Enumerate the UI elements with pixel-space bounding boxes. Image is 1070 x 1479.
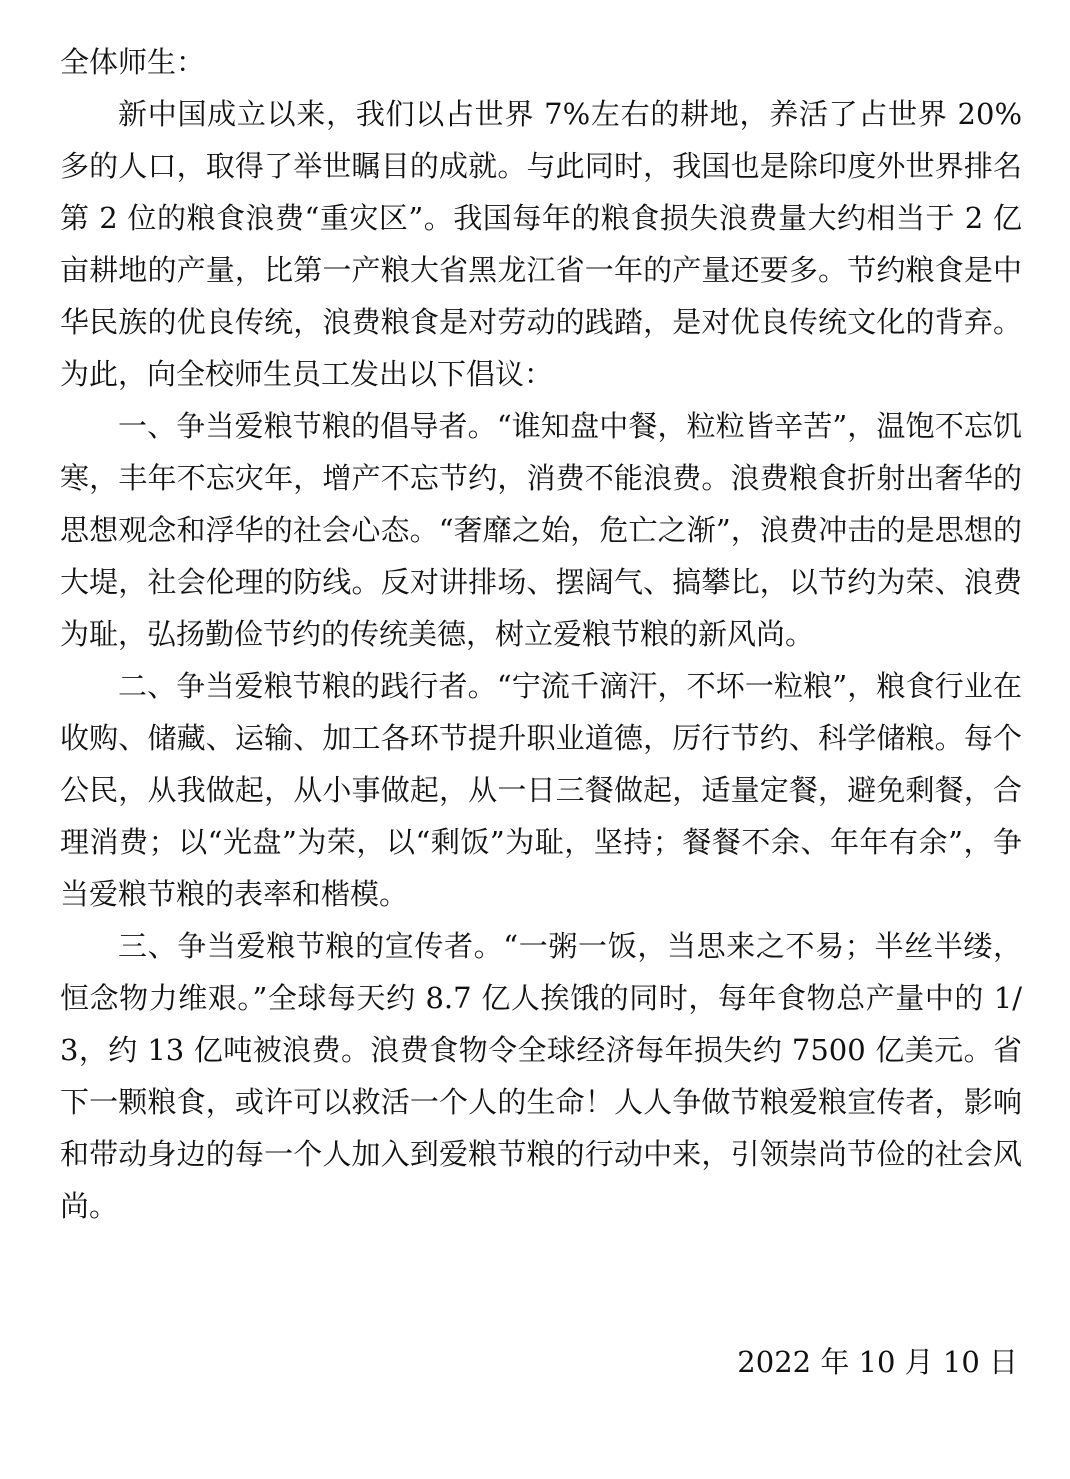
document-body (60, 36, 1022, 1232)
paragraph-proposal-two: 二、争当爱粮节粮的践行者。“宁流千滴汗，不坏一粒粮”，粮食行业在收购、储藏、运输、加工各环节提升职业道德，厉行节约、科学储粮。每个公民，从我做起，从小事做起，从一日三餐做起，适量定餐，避免剩餐，合理消费；以“光盘”为荣，以“剩饭”为耻，坚持；餐餐不余、年年有余”，争当爱粮节粮的表率和楷模。 (60, 669, 1022, 911)
paragraph-proposal-three: 三、争当爱粮节粮的宣传者。“一粥一饭，当思来之不易；半丝半缕，恒念物力维艰。”全球每天约 8.7 亿人挨饿的同时，每年食物总产量中的 1/3，约 13 亿吨被浪费。浪费食物令全球经济每年损失约 7500 亿美元。省下一颗粮食，或许可以救活一个人的生命！人人争做节粮爱粮宣传者，影响和带动身边的每一个人加入到爱粮节粮的行动中来，引领崇尚节俭的社会风尚。 (60, 929, 1022, 1223)
paragraph-proposal-one: 一、争当爱粮节粮的倡导者。“谁知盘中餐，粒粒皆辛苦”，温饱不忘饥寒，丰年不忘灾年，增产不忘节约，消费不能浪费。浪费粮食折射出奢华的思想观念和浮华的社会心态。“奢靡之始，危亡之渐”，浪费冲击的是思想的大堤，社会伦理的防线。反对讲排场、摆阔气、搞攀比，以节约为荣、浪费为耻，弘扬勤俭节约的传统美德，树立爱粮节粮的新风尚。 (60, 409, 1022, 651)
paragraph-intro: 新中国成立以来，我们以占世界 7%左右的耕地，养活了占世界 20%多的人口，取得了举世瞩目的成就。与此同时，我国也是除印度外世界排名第 2 位的粮食浪费“重灾区”。我国每年的粮食损失浪费量大约相当于 2 亿亩耕地的产量，比第一产粮大省黑龙江省一年的产量还要多。节约粮食是中华民族的优良传统，浪费粮食是对劳动的践踏，是对优良传统文化的背弃。为此，向全校师生员工发出以下倡议： (60, 97, 1022, 391)
salutation: 全体师生： (60, 45, 206, 79)
document-date: 2022 年 10 月 10 日 (737, 1345, 1018, 1379)
